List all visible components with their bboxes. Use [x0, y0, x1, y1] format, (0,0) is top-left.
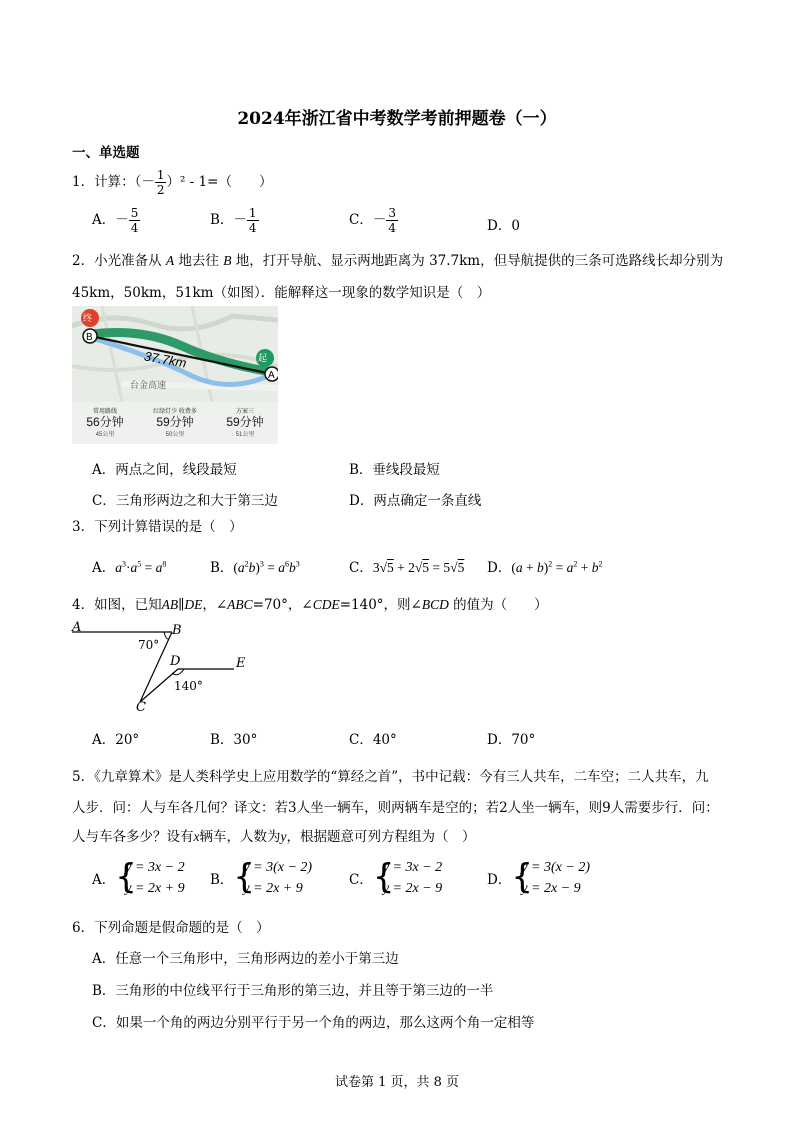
q3-option-a[interactable]: A．$a^3\cdot a^5 = a^8$: [92, 559, 167, 576]
q5-option-a[interactable]: A． { y = 3x − 2 y = 2x + 9: [92, 857, 185, 897]
navigation-map-figure: [72, 306, 278, 444]
question-2-line-1: 2．小光准备从 A 地去往 B 地，打开导航、显示两地距离为 37.7km，但导航提供的三条可选路线长却分别为: [72, 253, 724, 269]
question-2-line-2: 45km，50km，51km（如图）．能解释这一现象的数学知识是（ ）: [72, 285, 491, 301]
geometry-figure: [72, 620, 250, 716]
angle-140-label: 140°: [174, 679, 203, 693]
question-3-stem: 3．下列计算错误的是（ ）: [72, 519, 243, 535]
q5-option-b[interactable]: B． { y = 3(x − 2) y = 2x + 9: [210, 857, 313, 897]
section-heading: 一、单选题: [72, 145, 140, 161]
q1-option-a[interactable]: A．－ $\frac{5}{4}$: [92, 206, 139, 235]
label-d: D: [170, 654, 181, 669]
start-badge: 起: [258, 354, 268, 364]
q2-option-a[interactable]: A．两点之间，线段最短: [92, 462, 237, 478]
q2-option-c[interactable]: C．三角形两边之和大于第三边: [92, 493, 278, 509]
page-footer: 试卷第 1 页，共 8 页: [334, 1075, 460, 1090]
question-5-line-2: 人步．问：人与车各几何？译文：若3人坐一辆车，则两辆车是空的；若2人坐一辆车，则9人需要步行．问：: [72, 800, 719, 816]
q3-option-c[interactable]: C．3√5 + 2√5 = 5√5: [349, 560, 465, 576]
q1-option-c[interactable]: C．－ $\frac{3}{4}$: [349, 206, 396, 235]
distance-label: 37.7km: [143, 348, 188, 371]
q1-option-b[interactable]: B．－ $\frac{1}{4}$: [210, 206, 257, 235]
page-title: 2024年浙江省中考数学考前押题卷（一）: [237, 109, 557, 129]
q6-option-a[interactable]: A．任意一个三角形中，三角形两边的差小于第三边: [92, 951, 399, 967]
route-option-1[interactable]: 常用路线 56分钟 45公里: [86, 409, 124, 438]
route-option-3[interactable]: 方案三 59分钟 51公里: [226, 409, 264, 438]
label-e: E: [236, 656, 246, 671]
q3-option-d[interactable]: D．$(a + b)^2 = a^2 + b^2$: [487, 559, 603, 576]
label-c: C: [136, 700, 146, 715]
q3-option-b[interactable]: B．$(a^2b)^3 = a^6b^3$: [210, 559, 300, 576]
svg-text:B: B: [86, 332, 93, 343]
q2-option-b[interactable]: B．垂线段最短: [349, 462, 440, 478]
q4-option-d[interactable]: D．70°: [487, 732, 536, 748]
label-b: B: [172, 623, 182, 638]
q1-fraction: $\frac{1}{2}$: [156, 168, 165, 197]
svg-text:A: A: [268, 370, 275, 381]
question-5-line-3: 人与车各多少？设有x辆车，人数为y，根据题意可列方程组为（ ）: [72, 829, 476, 845]
q6-option-c[interactable]: C．如果一个角的两边分别平行于另一个角的两边，那么这两个角一定相等: [92, 1015, 535, 1031]
label-a: A: [72, 620, 82, 635]
end-badge: 终: [83, 314, 93, 324]
q4-option-c[interactable]: C．40°: [349, 732, 397, 748]
q6-option-b[interactable]: B．三角形的中位线平行于三角形的第三边，并且等于第三边的一半: [92, 983, 494, 999]
q2-option-d[interactable]: D．两点确定一条直线: [349, 493, 482, 509]
question-5-line-1: 5．《九章算术》是人类科学史上应用数学的“算经之首”，书中记载：今有三人共车，二车空；二人共车，九: [72, 769, 709, 785]
q4-option-a[interactable]: A．20°: [92, 732, 140, 748]
q1-option-d[interactable]: D．0: [487, 218, 520, 234]
question-4-stem: 4．如图，已知AB∥DE，∠ABC=70°，∠CDE=140°，则∠BCD 的值为（ ）: [72, 597, 548, 613]
question-6-stem: 6．下列命题是假命题的是（ ）: [72, 920, 270, 936]
highway-label: 台金高速: [130, 381, 167, 391]
q4-option-b[interactable]: B．30°: [210, 732, 258, 748]
q5-option-c[interactable]: C． { y = 3x − 2 y = 2x − 9: [349, 857, 443, 897]
q5-option-d[interactable]: D． { y = 3(x − 2) y = 2x − 9: [487, 857, 590, 897]
question-1-stem: 1．计算：（－ $\frac{1}{2}$ ）² - 1=（ ）: [72, 168, 273, 197]
route-option-2[interactable]: 红绿灯少 收费多 59分钟 50公里: [153, 409, 197, 438]
angle-70-label: 70°: [138, 638, 160, 652]
